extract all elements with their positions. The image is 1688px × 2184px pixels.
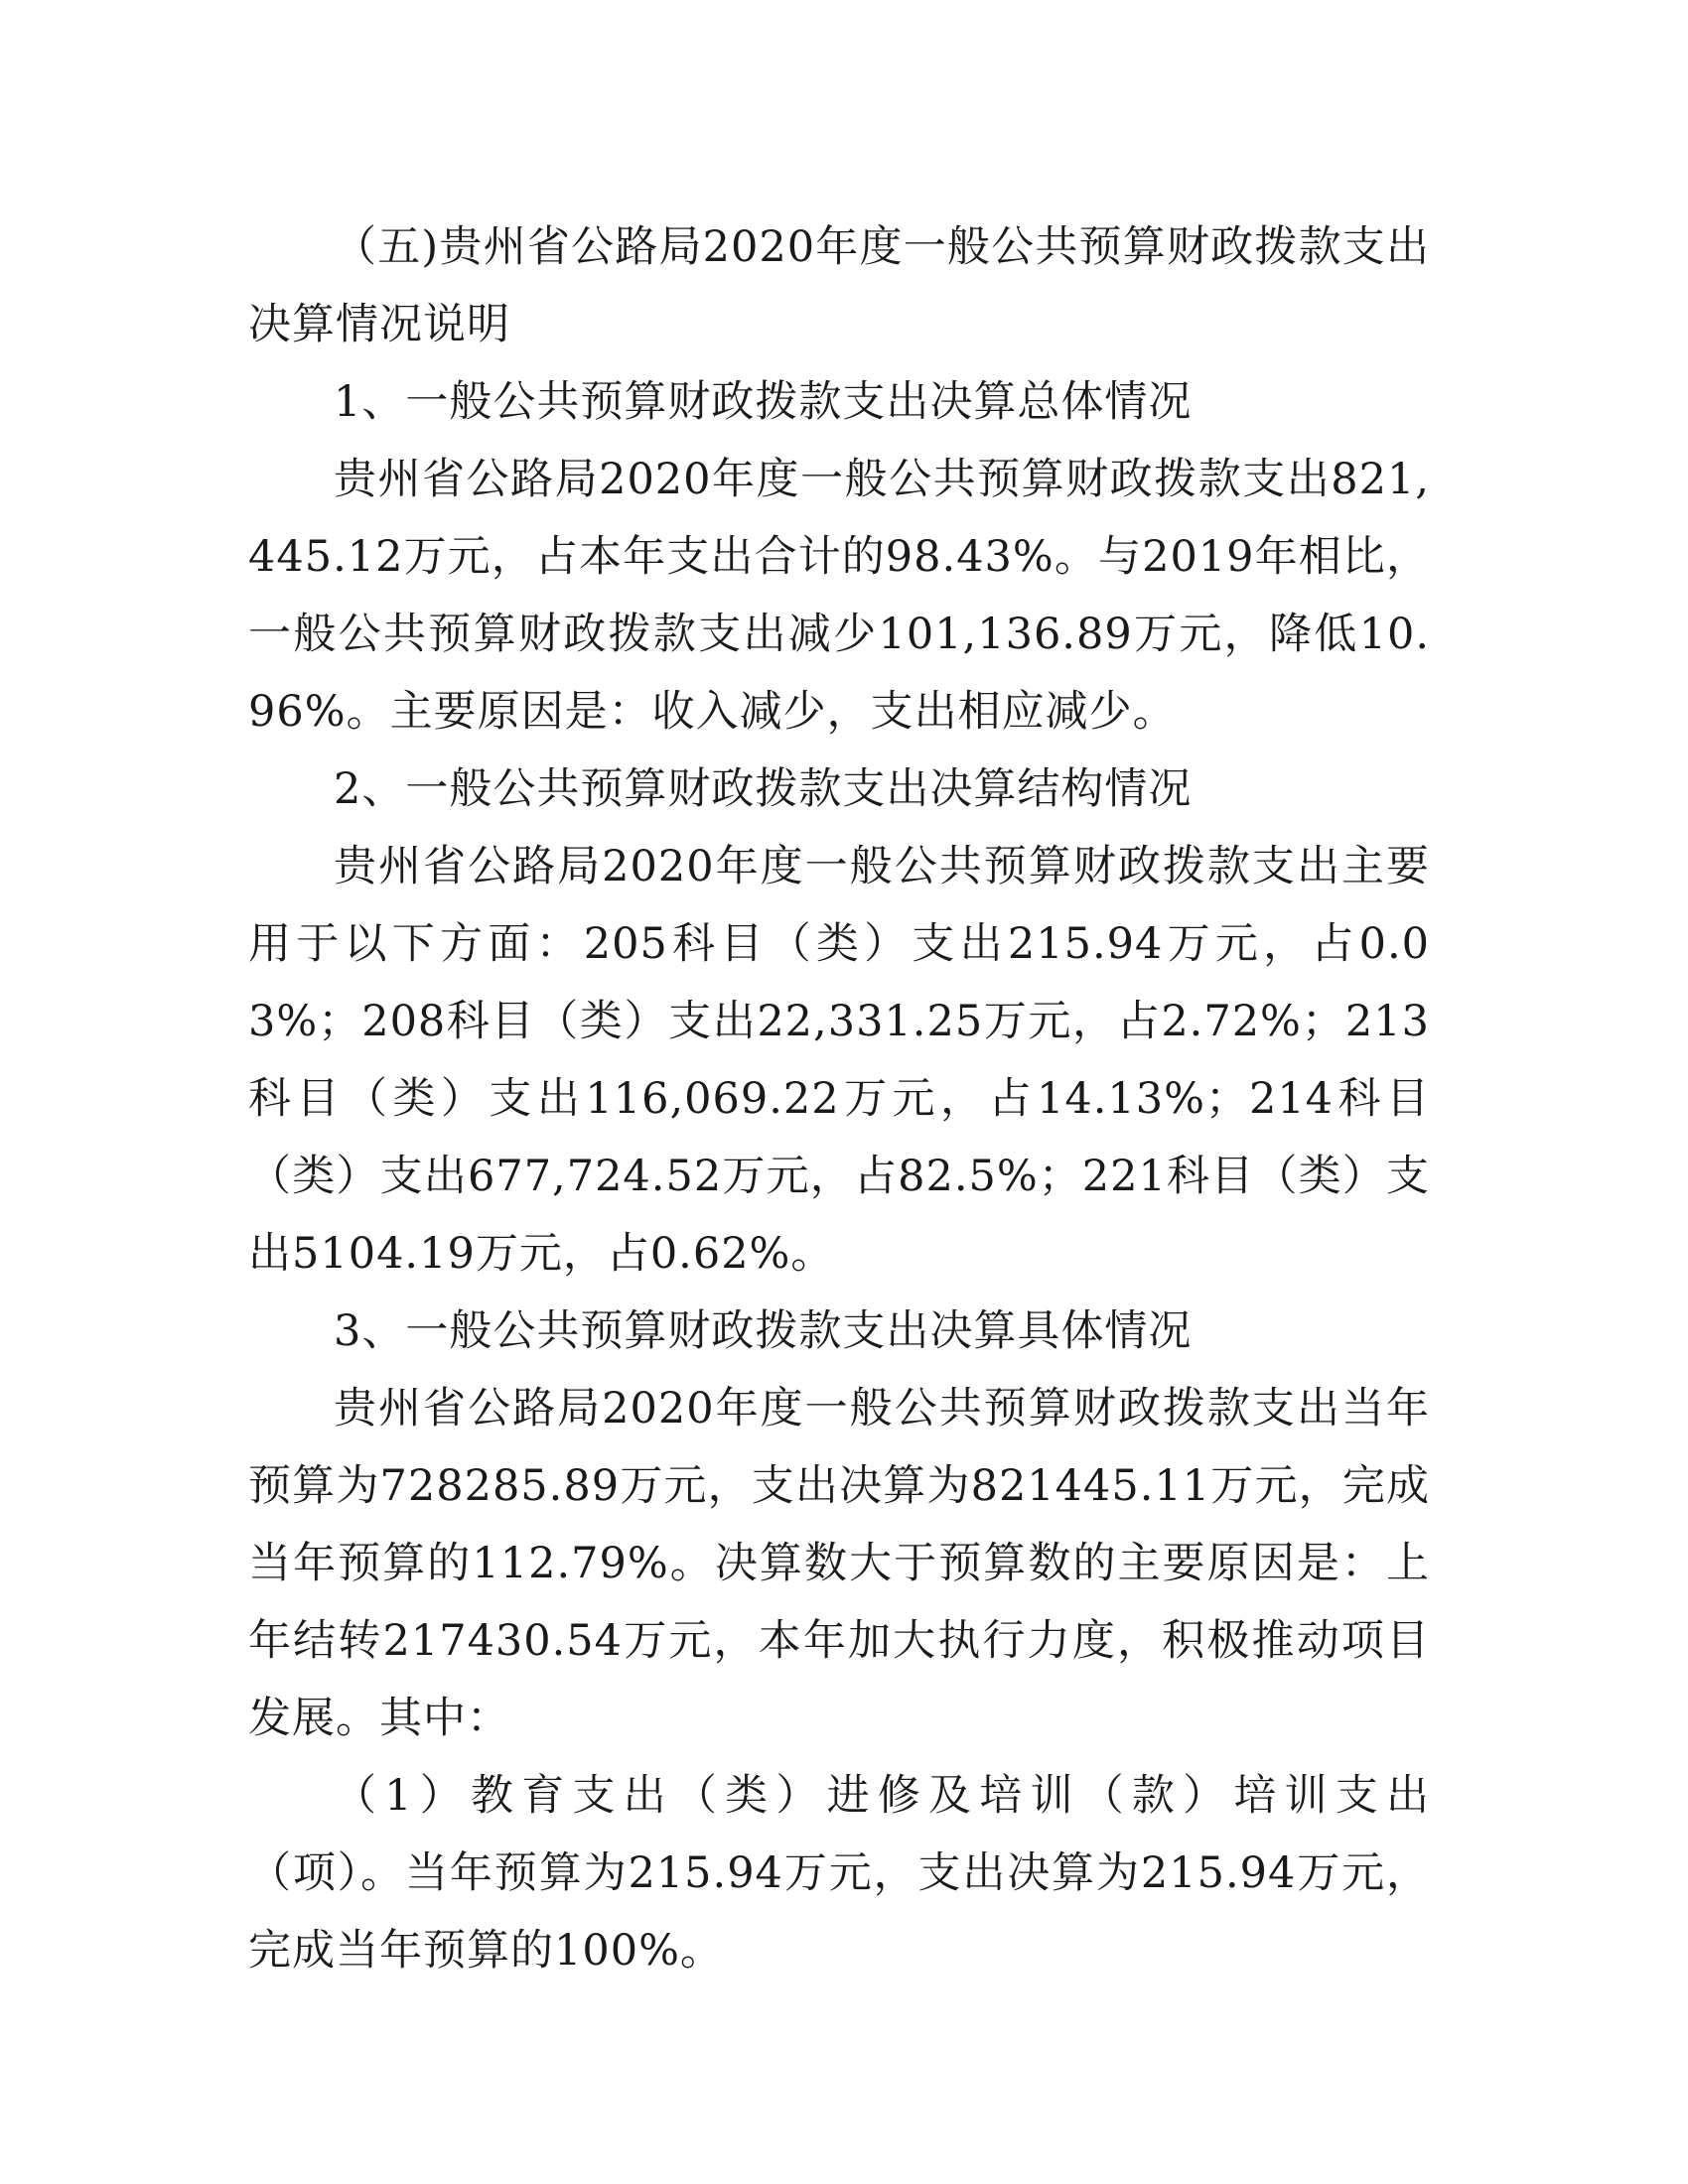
document-body <box>248 208 1430 1989</box>
subsection-1-paragraph: 贵州省公路局2020年度一般公共预算财政拨款支出821,445.12万元，占本年支出合计的98.43%。与2019年相比，一般公共预算财政拨款支出减少101,136.89万元，降低10.96%。主要原因是：收入减少，支出相应减少。 <box>248 455 1430 737</box>
subsection-3-paragraph: 贵州省公路局2020年度一般公共预算财政拨款支出当年预算为728285.89万元，支出决算为821445.11万元，完成当年预算的112.79%。决算数大于预算数的主要原因是：上年结转217430.54万元，本年加大执行力度，积极推动项目发展。其中： <box>248 1384 1430 1743</box>
subsection-1-heading: 1、一般公共预算财政拨款支出决算总体情况 <box>334 377 1193 427</box>
subsection-2-paragraph: 贵州省公路局2020年度一般公共预算财政拨款支出主要用于以下方面：205科目（类）支出215.94万元，占0.03%；208科目（类）支出22,331.25万元，占2.72%；213科目（类）支出116,069.22万元，占14.13%；214科目（类）支出677,724.52万元，占82.5%；221科目（类）支出5104.19万元，占0.62%。 <box>248 842 1430 1279</box>
section-title: （五)贵州省公路局2020年度一般公共预算财政拨款支出决算情况说明 <box>248 222 1430 349</box>
subsection-2-heading: 2、一般公共预算财政拨款支出决算结构情况 <box>334 764 1193 814</box>
subsection-3-heading: 3、一般公共预算财政拨款支出决算具体情况 <box>334 1306 1193 1356</box>
subsection-3-item-1: （1）教育支出（类）进修及培训（款）培训支出（项）。当年预算为215.94万元，支出决算为215.94万元，完成当年预算的100%。 <box>248 1771 1430 1976</box>
